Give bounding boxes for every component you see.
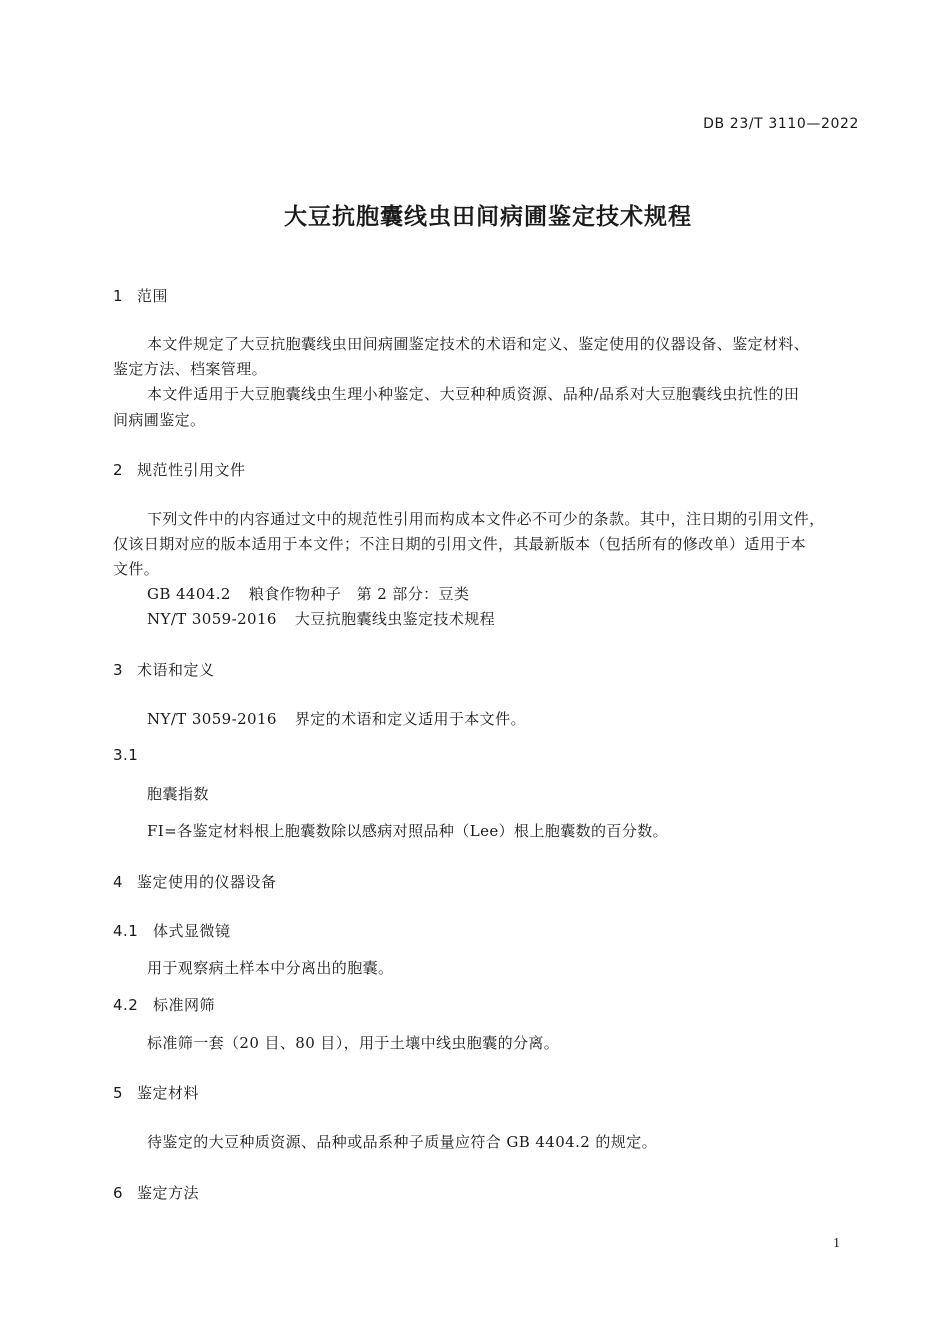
section-heading-materials xyxy=(113,1082,199,1103)
section-number: 1 xyxy=(113,287,124,305)
reference-code: NY/T 3059-2016 xyxy=(147,710,277,728)
reference-item xyxy=(147,608,495,629)
paragraph-line xyxy=(147,708,526,729)
paragraph-line: 鉴定方法、档案管理。 xyxy=(113,360,268,378)
paragraph-line: 间病圃鉴定。 xyxy=(113,411,206,429)
paragraph-line: 仅该日期对应的版本适用于本文件；不注日期的引用文件，其最新版本（包括所有的修改单）适用于本 xyxy=(113,535,807,553)
paragraph-line: 文件。 xyxy=(113,560,160,578)
reference-title: 大豆抗胞囊线虫鉴定技术规程 xyxy=(294,610,496,628)
paragraph-text: 界定的术语和定义适用于本文件。 xyxy=(294,710,526,728)
term-name: 胞囊指数 xyxy=(147,785,210,803)
subsection-title: 体式显微镜 xyxy=(153,922,231,940)
subsection-title: 标准网筛 xyxy=(153,996,216,1014)
section-heading-normative-references xyxy=(113,459,246,480)
section-title: 鉴定方法 xyxy=(137,1184,200,1202)
paragraph-line: 本文件适用于大豆胞囊线虫生理小种鉴定、大豆种种质资源、品种/品系对大豆胞囊线虫抗性的田 xyxy=(147,385,800,403)
subsection-number: 3.1 xyxy=(113,746,139,764)
subsection-number: 4.2 xyxy=(113,996,139,1014)
reference-title: 粮食作物种子 第 2 部分：豆类 xyxy=(248,585,470,603)
section-number: 4 xyxy=(113,873,124,891)
paragraph-line: 本文件规定了大豆抗胞囊线虫田间病圃鉴定技术的术语和定义、鉴定使用的仪器设备、鉴定材料、 xyxy=(147,335,810,353)
section-title: 术语和定义 xyxy=(137,661,215,679)
subsection-number: 4.1 xyxy=(113,922,139,940)
paragraph-line: 用于观察病土样本中分离出的胞囊。 xyxy=(147,959,394,977)
document-title: 大豆抗胞囊线虫田间病圃鉴定技术规程 xyxy=(284,204,692,230)
section-heading-scope xyxy=(113,285,168,306)
document-number: DB 23/T 3110—2022 xyxy=(703,116,859,132)
reference-code: GB 4404.2 xyxy=(147,585,231,603)
reference-item xyxy=(147,583,469,604)
subsection-heading xyxy=(113,994,215,1015)
reference-code: NY/T 3059-2016 xyxy=(147,610,277,628)
paragraph-line: 待鉴定的大豆种质资源、品种或品系种子质量应符合 GB 4404.2 的规定。 xyxy=(147,1133,657,1151)
section-title: 规范性引用文件 xyxy=(137,461,246,479)
section-title: 范围 xyxy=(137,287,169,305)
paragraph-line: 标准筛一套（20 目、80 目），用于土壤中线虫胞囊的分离。 xyxy=(147,1034,560,1052)
section-title: 鉴定材料 xyxy=(137,1084,200,1102)
subsection-heading xyxy=(113,920,231,941)
section-title: 鉴定使用的仪器设备 xyxy=(137,873,277,891)
section-number: 3 xyxy=(113,661,124,679)
section-number: 5 xyxy=(113,1084,124,1102)
section-heading-instruments xyxy=(113,871,277,892)
section-number: 2 xyxy=(113,461,124,479)
page-number: 1 xyxy=(833,1236,840,1251)
section-heading-terms xyxy=(113,659,215,680)
section-heading-methods xyxy=(113,1182,199,1203)
paragraph-line: 下列文件中的内容通过文中的规范性引用而构成本文件必不可少的条款。其中，注日期的引用文件， xyxy=(147,510,825,528)
section-number: 6 xyxy=(113,1184,124,1202)
term-definition: FI=各鉴定材料根上胞囊数除以感病对照品种（Lee）根上胞囊数的百分数。 xyxy=(147,822,669,840)
